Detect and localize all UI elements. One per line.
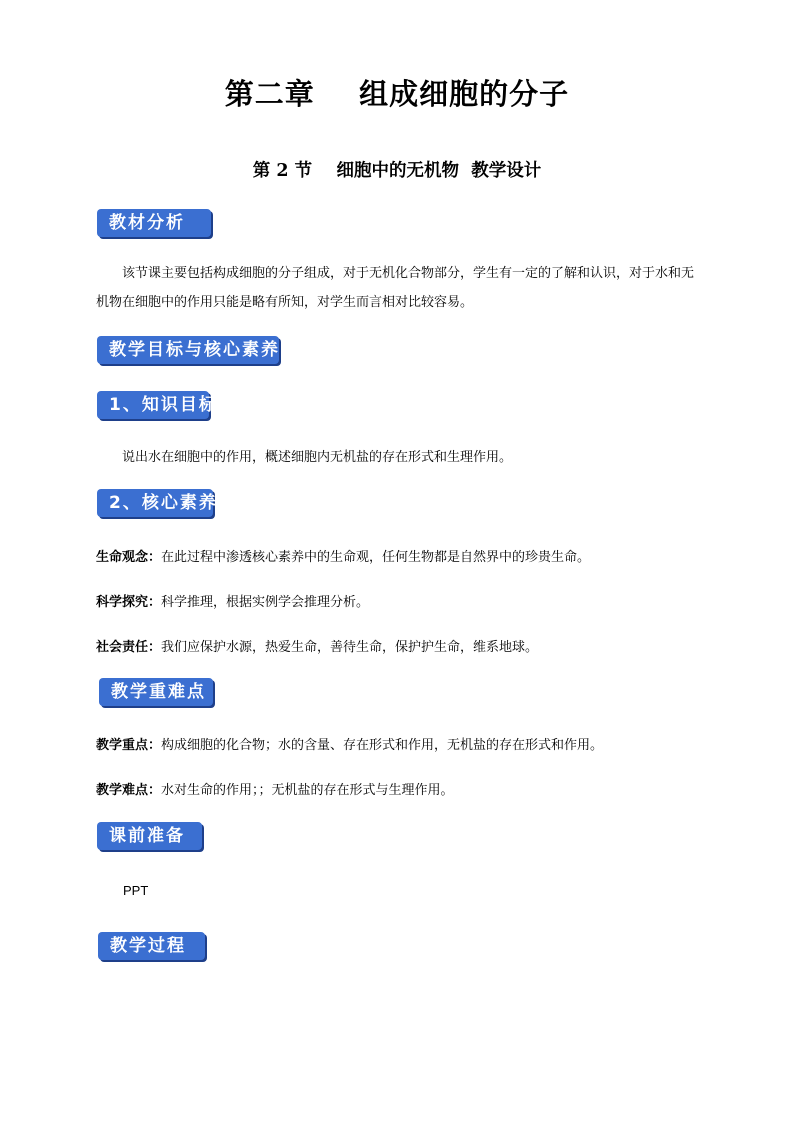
core-item-label: 科学探究： — [96, 595, 162, 610]
heading-key-difficult: 教学重难点 — [99, 678, 213, 706]
difficult-point-label: 教学难点： — [96, 783, 162, 798]
material-analysis-text: 该节课主要包括构成细胞的分子组成，对于无机化合物部分，学生有一定的了解和认识，对于水和无机物在细胞中的作用只能是略有所知，对学生而言相对比较容易。 — [96, 266, 695, 310]
heading-core-literacy: 2、核心素养 — [97, 489, 213, 517]
section-subtitle: 第 2 节 细胞中的无机物 教学设计 — [252, 161, 542, 181]
chapter-title: 第二章 组成细胞的分子 — [224, 77, 570, 111]
core-item-society — [96, 636, 538, 655]
key-point-label: 教学重点： — [96, 738, 162, 753]
knowledge-goal-text: 说出水在细胞中的作用，概述细胞内无机盐的存在形式和生理作用。 — [122, 450, 513, 465]
core-item-life — [96, 546, 590, 565]
heading-preparation: 课前准备 — [97, 822, 202, 850]
core-item-label: 社会责任： — [96, 640, 162, 655]
key-point-text: 构成细胞的化合物；水的含量、存在形式和作用，无机盐的存在形式和作用。 — [161, 738, 604, 753]
heading-knowledge-goal: 1、知识目标 — [97, 391, 209, 419]
core-item-text: 科学推理，根据实例学会推理分析。 — [161, 595, 370, 610]
core-item-text: 我们应保护水源，热爱生命，善待生命，保护护生命，维系地球。 — [161, 640, 539, 655]
heading-process: 教学过程 — [98, 932, 205, 960]
heading-goals: 教学目标与核心素养 — [97, 336, 279, 364]
core-item-science — [96, 591, 369, 610]
key-point — [96, 734, 603, 753]
difficult-point-text: 水对生命的作用；；无机盐的存在形式与生理作用。 — [161, 783, 454, 798]
heading-material-analysis: 教材分析 — [97, 209, 211, 237]
core-item-text: 在此过程中渗透核心素养中的生命观，任何生物都是自然界中的珍贵生命。 — [161, 550, 591, 565]
difficult-point — [96, 779, 454, 798]
core-item-label: 生命观念： — [96, 550, 162, 565]
preparation-text: PPT — [123, 883, 149, 898]
